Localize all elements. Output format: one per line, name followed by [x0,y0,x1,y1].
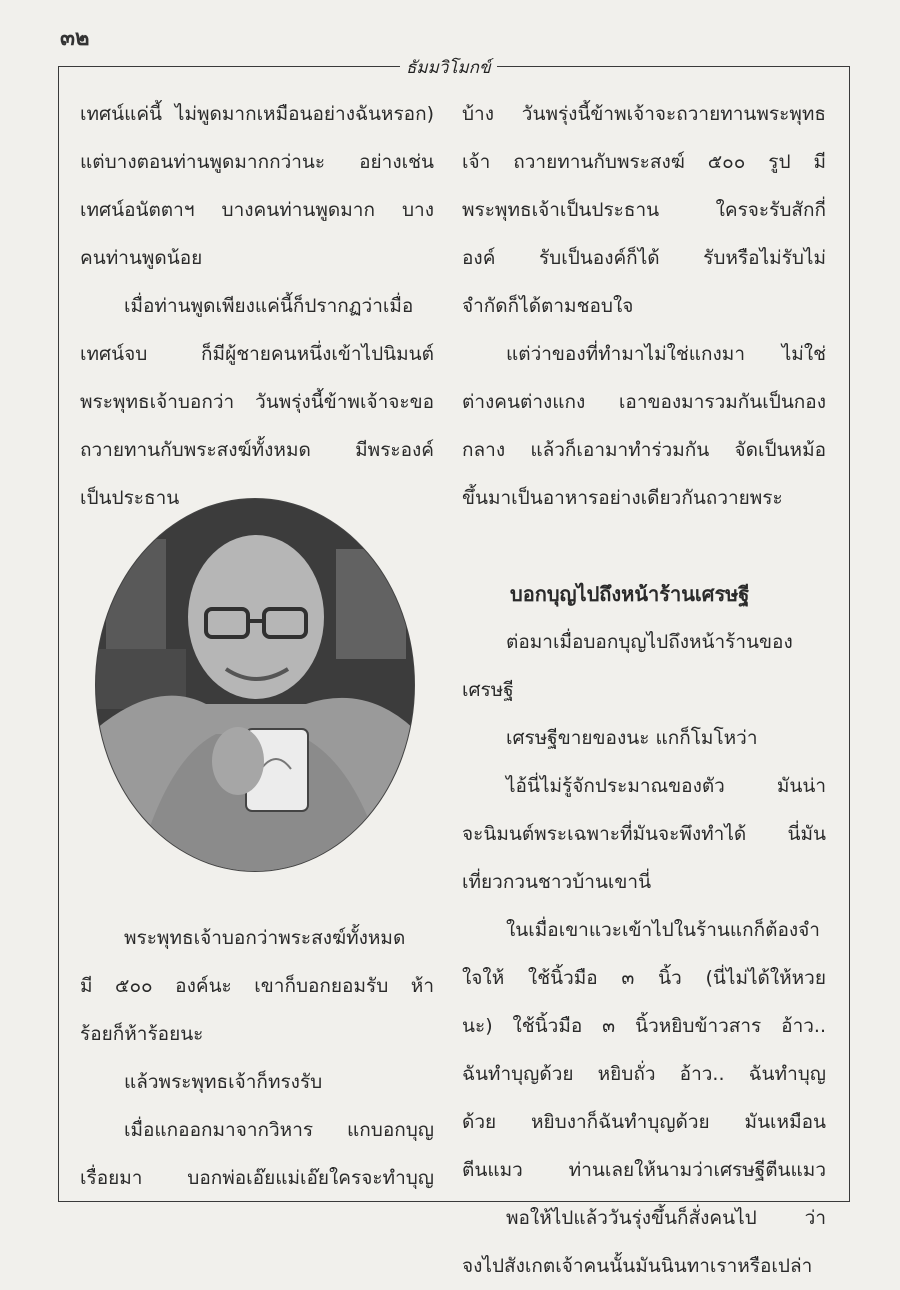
paragraph-start-line: พระพุทธเจ้าบอกว่าพระสงฆ์ทั้งหมด [124,927,406,949]
text-line: เที่ยวกวนชาวบ้านเขานี่ [462,871,652,893]
text-line: กลาง แล้วก็เอามาทำร่วมกัน จัดเป็นหม้อ [462,439,826,461]
paragraph-start-line: แต่ว่าของที่ทำมาไม่ใช่แกงมา ไม่ใช่ [506,343,826,365]
paragraph-start-line: แล้วพระพุทธเจ้าก็ทรงรับ [124,1071,323,1093]
running-header-title: ธัมมวิโมกข์ [400,54,497,81]
text-line: ตีนแมว ท่านเลยให้นามว่าเศรษฐีตีนแมว [462,1159,826,1181]
section-heading: บอกบุญไปถึงหน้าร้านเศรษฐี [510,582,750,606]
paragraph-start-line: เมื่อแกออกมาจากวิหาร แกบอกบุญ [124,1119,434,1141]
paragraph-start-line: เศรษฐีขายของนะ แกก็โมโหว่า [506,727,758,749]
text-line: จงไปสังเกตเจ้าคนนั้นมันนินทาเราหรือเปล่า [462,1255,813,1277]
text-line: ด้วย หยิบงาก็ฉันทำบุญด้วย มันเหมือน [462,1111,826,1133]
paragraph-start-line: ไอ้นี่ไม่รู้จักประมาณของตัว มันน่า [506,775,826,797]
left-column-bottom [80,914,434,1202]
text-line: ร้อยก็ห้าร้อยนะ [80,1023,204,1045]
text-line: เศรษฐี [462,679,514,701]
text-line: มี ๕๐๐ องค์นะ เขาก็บอกยอมรับ ห้า [80,975,434,997]
text-line: เทศน์แค่นี้ ไม่พูดมากเหมือนอย่างฉันหรอก) [80,103,434,125]
text-line: จะนิมนต์พระเฉพาะที่มันจะพึงทำได้ นี่มัน [462,823,826,845]
text-line: พระพุทธเจ้าบอกว่า วันพรุ่งนี้ข้าพเจ้าจะขอ [80,391,434,413]
right-column [462,90,826,1290]
text-line: จำกัดก็ได้ตามชอบใจ [462,295,634,317]
text-line: ถวายทานกับพระสงฆ์ทั้งหมด มีพระองค์ [80,439,434,461]
paragraph-start-line: เมื่อท่านพูดเพียงแค่นี้ก็ปรากฏว่าเมื่อ [124,295,414,317]
text-line: แต่บางตอนท่านพูดมากกว่านะ อย่างเช่น [80,151,434,173]
text-line: เทศน์จบ ก็มีผู้ชายคนหนึ่งเข้าไปนิมนต์ [80,343,434,365]
text-line: ต่างคนต่างแกง เอาของมารวมกันเป็นกอง [462,391,826,413]
text-line: เป็นประธาน [80,487,180,509]
text-line: คนท่านพูดน้อย [80,247,203,269]
blank-line [462,522,826,570]
page-number: ๓๒ [60,25,90,51]
left-column-top [80,90,434,522]
text-line: เจ้า ถวายทานกับพระสงฆ์ ๕๐๐ รูป มี [462,151,826,173]
text-line: ขึ้นมาเป็นอาหารอย่างเดียวกันถวายพระ [462,487,783,509]
text-line: เทศน์อนัตตาฯ บางคนท่านพูดมาก บาง [80,199,434,221]
text-line: พระพุทธเจ้าเป็นประธาน ใครจะรับสักกี่ [462,199,826,221]
text-line: องค์ รับเป็นองค์ก็ได้ รับหรือไม่รับไม่ [462,247,826,269]
text-line: บ้าง วันพรุ่งนี้ข้าพเจ้าจะถวายทานพระพุทธ [462,103,826,125]
monk-portrait-photo [95,498,415,872]
text-line: ใจให้ ใช้นิ้วมือ ๓ นิ้ว (นี่ไม่ได้ให้หวย [462,967,826,989]
text-line: ฉันทำบุญด้วย หยิบถั่ว อ้าว.. ฉันทำบุญ [462,1063,826,1085]
text-line: นะ) ใช้นิ้วมือ ๓ นิ้วหยิบข้าวสาร อ้าว.. [462,1015,826,1037]
paragraph-start-line: พอให้ไปแล้ววันรุ่งขึ้นก็สั่งคนไป ว่า [506,1207,826,1229]
text-line: เรื่อยมา บอกพ่อเอ๊ยแม่เอ๊ยใครจะทำบุญ [80,1167,434,1189]
paragraph-start-line: ในเมื่อเขาแวะเข้าไปในร้านแกก็ต้องจำ [506,919,820,941]
paragraph-start-line: ต่อมาเมื่อบอกบุญไปถึงหน้าร้านของ [506,631,793,653]
